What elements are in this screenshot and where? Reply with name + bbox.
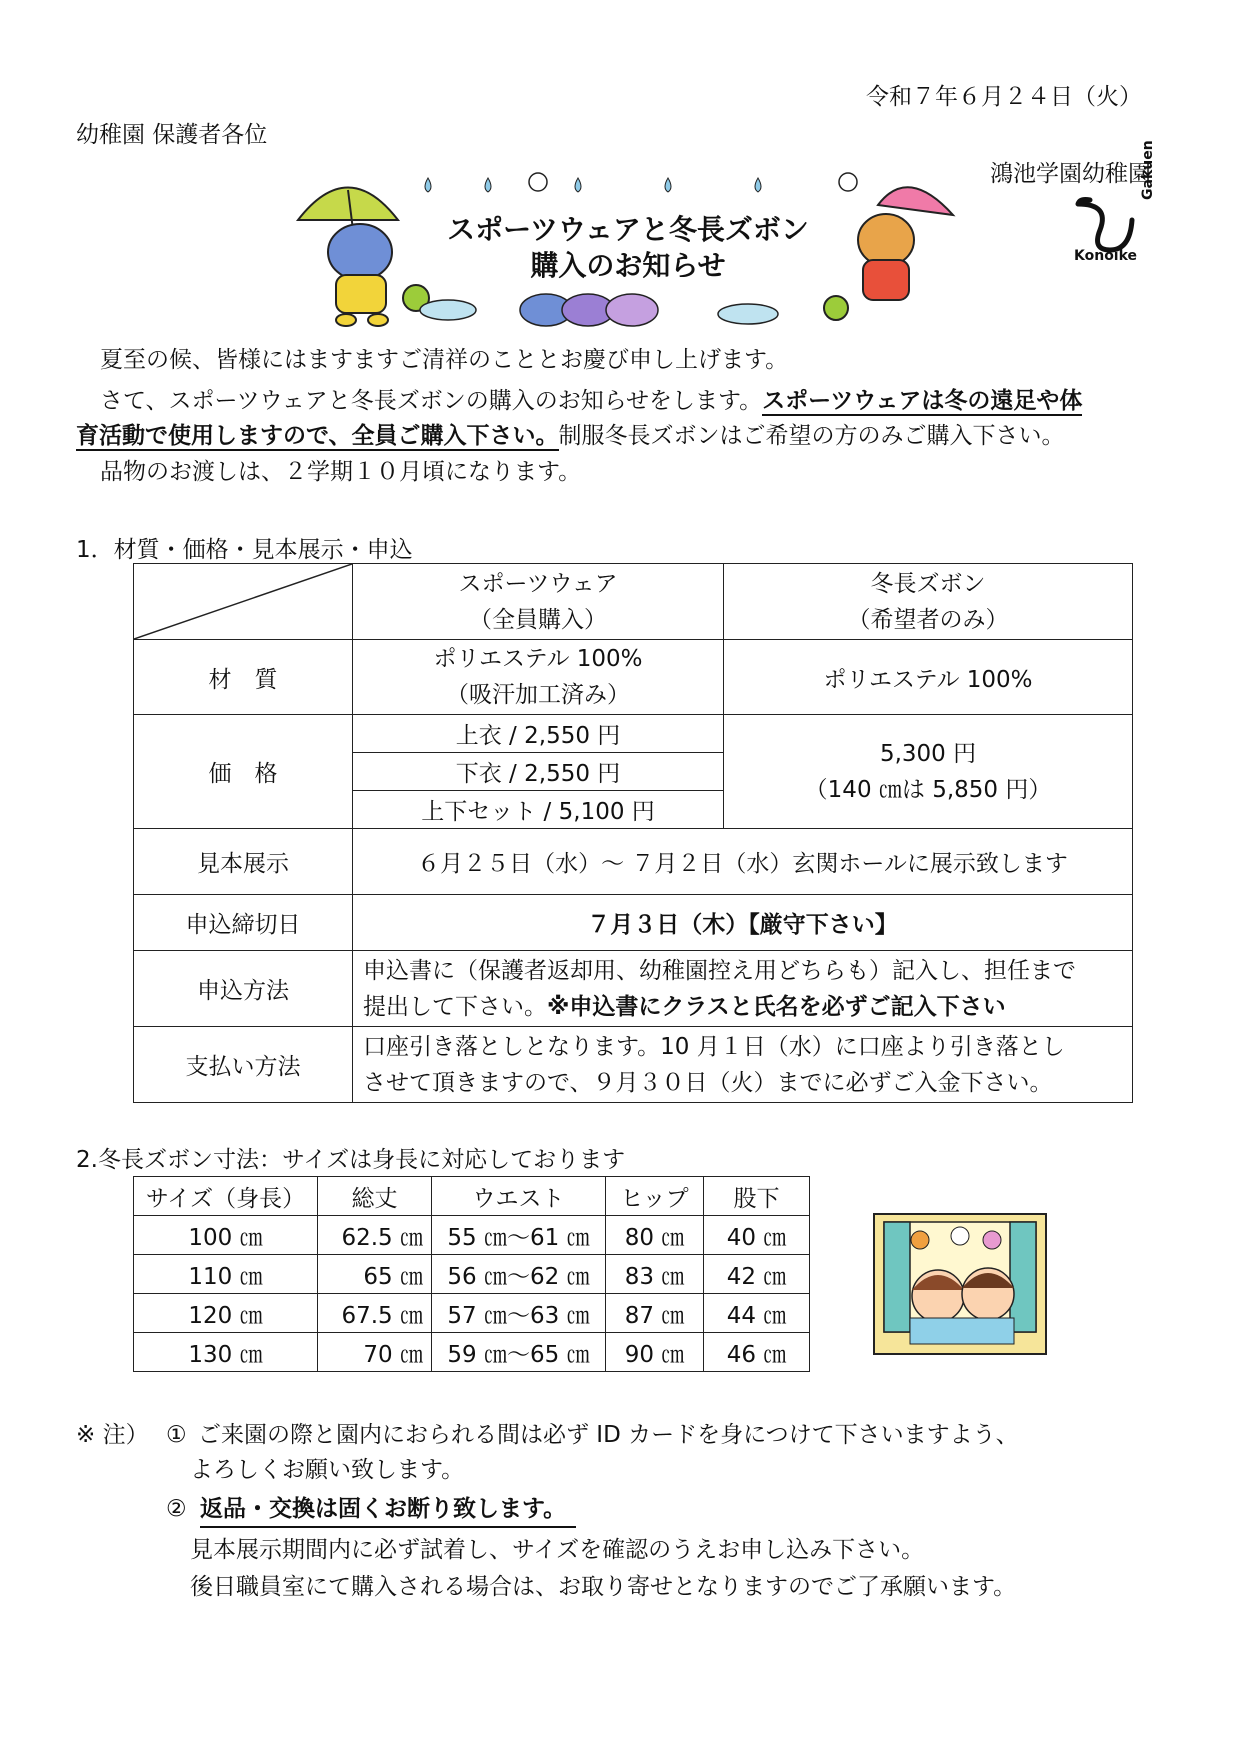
method-line2-emphasis: ※申込書にクラスと氏名を必ずご記入下さい [547, 993, 1006, 1020]
price-row-1 [134, 715, 1133, 753]
deadline-value: ７月３日（木）【厳守下さい】 [353, 895, 1133, 951]
col1-line2: （全員購入） [469, 606, 608, 633]
material-col1-line2: （吸汗加工済み） [446, 682, 631, 708]
inseam-cell: 40 ㎝ [704, 1216, 810, 1255]
method-row [134, 951, 1133, 1027]
note2-line2: 後日職員室にて購入される場合は、お取り寄せとなりますのでご了承願います。 [190, 1574, 1017, 1600]
size-table [133, 1176, 810, 1372]
size-header-row [134, 1177, 810, 1216]
price-label: 価 格 [134, 715, 353, 829]
inseam-cell: 46 ㎝ [704, 1333, 810, 1372]
price-pants [724, 715, 1133, 829]
table-row [134, 1294, 810, 1333]
payment-line1: 口座引き落としとなります。10 月１日（水）に口座より引き落とし [363, 1033, 1065, 1060]
col-sportswear-header [353, 564, 724, 640]
payment-row [134, 1027, 1133, 1103]
waist-cell: 57 ㎝～63 ㎝ [432, 1294, 606, 1333]
material-sportswear [353, 640, 724, 715]
note2-title: 返品・交換は固くお断り致します。 [200, 1492, 576, 1528]
sender-name: 鴻池学園幼稚園 [990, 161, 1151, 187]
intro-line3-emphasis: 育活動で使用しますので、全員ご購入下さい。 [76, 423, 559, 449]
table-row [134, 1216, 810, 1255]
children-window-illustration [870, 1210, 1050, 1358]
diagonal-header-cell [134, 564, 353, 640]
section2-heading: 2.冬長ズボン寸法：サイズは身長に対応しております [76, 1147, 626, 1173]
method-value [353, 951, 1133, 1027]
method-line2 [363, 989, 1126, 1025]
intro-line3 [76, 419, 1065, 453]
inseam-cell: 44 ㎝ [704, 1294, 810, 1333]
size-cell: 100 ㎝ [134, 1216, 318, 1255]
table-header-row [134, 564, 1133, 640]
section1-heading: 1．材質・価格・見本展示・申込 [76, 537, 413, 563]
method-line1: 申込書に（保護者返却用、幼稚園控え用どちらも）記入し、担任まで [363, 957, 1076, 984]
size-cell: 110 ㎝ [134, 1255, 318, 1294]
header-length: 総丈 [318, 1177, 432, 1216]
method-label: 申込方法 [134, 951, 353, 1027]
note1-line1: ご来園の際と園内におられる間は必ず ID カードを身につけて下さいますよう、 [198, 1422, 1019, 1448]
length-cell: 65 ㎝ [318, 1255, 432, 1294]
note2-line1: 見本展示期間内に必ず試着し、サイズを確認のうえお申し込み下さい。 [190, 1537, 925, 1563]
note1-number: ① [166, 1422, 187, 1448]
header-waist: ウエスト [432, 1177, 606, 1216]
length-cell: 62.5 ㎝ [318, 1216, 432, 1255]
price-bottom: 下衣 / 2,550 円 [353, 753, 724, 791]
hip-cell: 80 ㎝ [606, 1216, 704, 1255]
material-col1-line1: ポリエステル 100% [433, 646, 643, 672]
banner-title-line1: スポーツウェアと冬長ズボン [447, 213, 809, 246]
note2-number: ② [166, 1496, 187, 1522]
length-cell: 70 ㎝ [318, 1333, 432, 1372]
payment-label: 支払い方法 [134, 1027, 353, 1103]
banner-title-line2: 購入のお知らせ [530, 249, 726, 282]
price-col2-line2: （140 ㎝は 5,850 円） [804, 776, 1052, 803]
display-label: 見本展示 [134, 829, 353, 895]
price-col2-line1: 5,300 円 [879, 740, 977, 767]
hip-cell: 90 ㎝ [606, 1333, 704, 1372]
display-value: ６月２５日（水）～ ７月２日（水）玄関ホールに展示致します [353, 829, 1133, 895]
date: 令和７年６月２４日（火） [866, 84, 1142, 110]
intro-line1: 夏至の候、皆様にはますますご清祥のこととお慶び申し上げます。 [100, 347, 789, 373]
intro-line3-normal: 制服冬長ズボンはご希望の方のみご購入下さい。 [558, 423, 1065, 449]
logo-text-konoike: Konoike [1074, 248, 1138, 264]
payment-line2: させて頂きますので、９月３０日（火）までに必ずご入金下さい。 [363, 1069, 1053, 1096]
payment-value [353, 1027, 1133, 1103]
logo-text-gakuen: Gakuen [1140, 140, 1156, 200]
waist-cell: 59 ㎝～65 ㎝ [432, 1333, 606, 1372]
intro-line4: 品物のお渡しは、２学期１０月頃になります。 [100, 459, 582, 485]
size-cell: 120 ㎝ [134, 1294, 318, 1333]
title-banner [288, 160, 968, 332]
children-illustration-icon [870, 1210, 1050, 1358]
col1-line1: スポーツウェア [458, 570, 618, 597]
materials-table [133, 563, 1133, 1103]
intro-line2-emphasis: スポーツウェアは冬の遠足や体 [762, 388, 1083, 414]
intro-line2-normal: さて、スポーツウェアと冬長ズボンの購入のお知らせをします。 [100, 388, 763, 414]
deadline-label: 申込締切日 [134, 895, 353, 951]
material-row [134, 640, 1133, 715]
header-hip: ヒップ [606, 1177, 704, 1216]
price-set: 上下セット / 5,100 円 [353, 791, 724, 829]
header-inseam: 股下 [704, 1177, 810, 1216]
length-cell: 67.5 ㎝ [318, 1294, 432, 1333]
header-size: サイズ（身長） [134, 1177, 318, 1216]
intro-line2 [100, 384, 1082, 418]
hip-cell: 83 ㎝ [606, 1255, 704, 1294]
col2-line1: 冬長ズボン [870, 570, 986, 597]
table-row [134, 1255, 810, 1294]
diagonal-line-icon [134, 564, 352, 639]
price-top: 上衣 / 2,550 円 [353, 715, 724, 753]
method-line2-normal: 提出して下さい。 [363, 993, 547, 1020]
col2-line2: （希望者のみ） [847, 606, 1009, 633]
waist-cell: 56 ㎝～62 ㎝ [432, 1255, 606, 1294]
notes-prefix: ※ 注） [76, 1422, 149, 1448]
size-cell: 130 ㎝ [134, 1333, 318, 1372]
display-row [134, 829, 1133, 895]
material-label: 材 質 [134, 640, 353, 715]
waist-cell: 55 ㎝～61 ㎝ [432, 1216, 606, 1255]
table-row [134, 1333, 810, 1372]
material-pants: ポリエステル 100% [724, 640, 1133, 715]
hip-cell: 87 ㎝ [606, 1294, 704, 1333]
inseam-cell: 42 ㎝ [704, 1255, 810, 1294]
recipient: 幼稚園 保護者各位 [76, 122, 268, 148]
col-pants-header [724, 564, 1133, 640]
deadline-row [134, 895, 1133, 951]
note1-line2: よろしくお願い致します。 [190, 1457, 465, 1483]
